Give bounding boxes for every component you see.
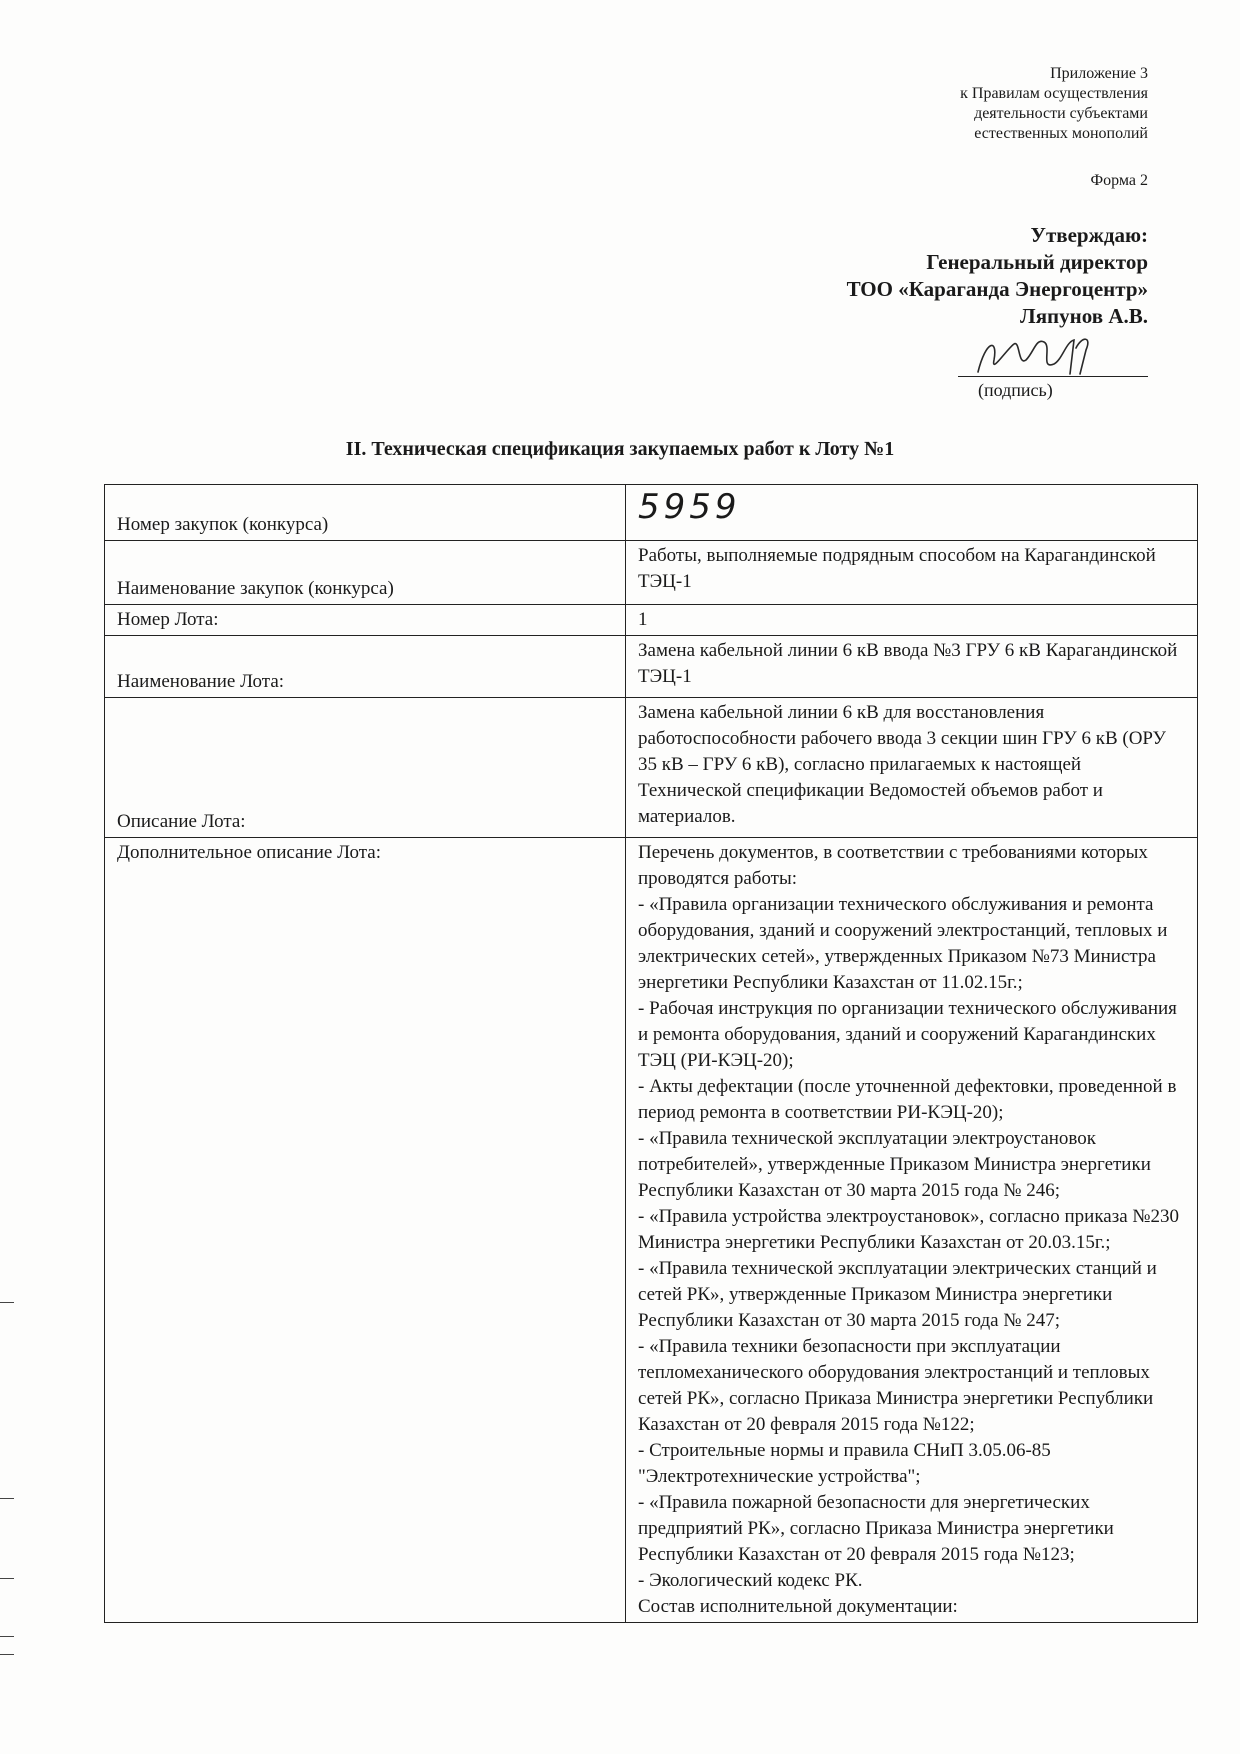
margin-tick [0,1578,14,1579]
row-label: Дополнительное описание Лота: [105,838,626,1623]
table-row [105,485,1198,541]
description-line: - «Правила пожарной безопасности для энергетических предприятий РК», согласно Приказа Министра энергетики Республики Казахстан от 20 февраля 2015 года №123; [638,1492,1114,1565]
approval-position: Генеральный директор [926,250,1148,274]
description-line: Состав исполнительной документации: [638,1596,958,1617]
description-line: - «Правила организации технического обслуживания и ремонта оборудования, зданий и сооружений электростанций, тепловых и электрических сетей», утвержденных Приказом №73 Министра энергетики Республики Казахстан от 11.02.15г.; [638,894,1168,993]
appendix-line: деятельности субъектами [974,105,1148,122]
table-row [105,541,1198,605]
row-label: Описание Лота: [105,698,626,838]
approval-name: Ляпунов А.В. [1020,304,1148,328]
purchase-number-handwritten: 5959 [626,485,1198,541]
signature-line [958,376,1148,377]
specification-table [104,484,1198,1623]
margin-tick [0,1636,14,1637]
form-number: Форма 2 [1090,172,1148,189]
description-line: - «Правила устройства электроустановок», согласно приказа №230 Министра энергетики Республики Казахстан от 20.03.15г.; [638,1206,1180,1253]
table-row [105,698,1198,838]
appendix-line: Приложение 3 [1050,65,1148,82]
description-line: - Строительные нормы и правила СНиП 3.05.06-85 "Электротехнические устройства"; [638,1440,1051,1487]
row-value: 1 [626,605,1198,636]
row-value: Замена кабельной линии 6 кВ для восстановления работоспособности рабочего ввода 3 секции шин ГРУ 6 кВ (ОРУ 35 кВ – ГРУ 6 кВ), согласно прилагаемых к настоящей Технической спецификации Ведомостей объемов работ и материалов. [626,698,1198,838]
row-value: Работы, выполняемые подрядным способом на Карагандинской ТЭЦ-1 [626,541,1198,605]
table-row [105,838,1198,1623]
description-line: - «Правила технической эксплуатации электроустановок потребителей», утвержденные Приказом Министра энергетики Республики Казахстан от 30 марта 2015 года № 246; [638,1128,1151,1201]
approval-block [688,222,1148,330]
row-label: Номер закупок (конкурса) [105,485,626,541]
row-label: Наименование закупок (конкурса) [105,541,626,605]
description-line: - «Правила техники безопасности при эксплуатации тепломеханического оборудования электростанций и тепловых сетей РК», согласно Приказа Министра энергетики Республики Казахстан от 20 февраля 2015 года №122; [638,1336,1154,1435]
appendix-line: естественных монополий [974,125,1148,142]
description-line: - Рабочая инструкция по организации технического обслуживания и ремонта оборудования, зданий и сооружений Карагандинских ТЭЦ (РИ-КЭЦ-20); [638,998,1177,1071]
row-value: Замена кабельной линии 6 кВ ввода №3 ГРУ 6 кВ Карагандинской ТЭЦ-1 [626,636,1198,698]
description-line: - Акты дефектации (после уточненной дефектовки, проведенной в период ремонта в соответствии РИ-КЭЦ-20); [638,1076,1177,1123]
table-row [105,605,1198,636]
row-label: Номер Лота: [105,605,626,636]
row-label: Наименование Лота: [105,636,626,698]
approval-title: Утверждаю: [1030,223,1148,247]
handwritten-signature [958,330,1148,380]
appendix-line: к Правилам осуществления [960,85,1148,102]
description-line: - Экологический кодекс РК. [638,1570,863,1591]
margin-tick [0,1654,14,1655]
margin-tick [0,1302,14,1303]
appendix-note [828,64,1148,144]
table-row [105,636,1198,698]
page-title: II. Техническая спецификация закупаемых работ к Лоту №1 [345,438,895,460]
description-line: Перечень документов, в соответствии с требованиями которых проводятся работы: [638,842,1148,889]
additional-description [626,838,1198,1623]
approval-company: ТОО «Караганда Энергоцентр» [846,277,1148,301]
description-line: - «Правила технической эксплуатации электрических станций и сетей РК», утвержденные Приказом Министра энергетики Республики Казахстан от 30 марта 2015 года № 247; [638,1258,1157,1331]
margin-tick [0,1498,14,1499]
signature-caption: (подпись) [978,380,1053,400]
signature-area [958,330,1148,400]
